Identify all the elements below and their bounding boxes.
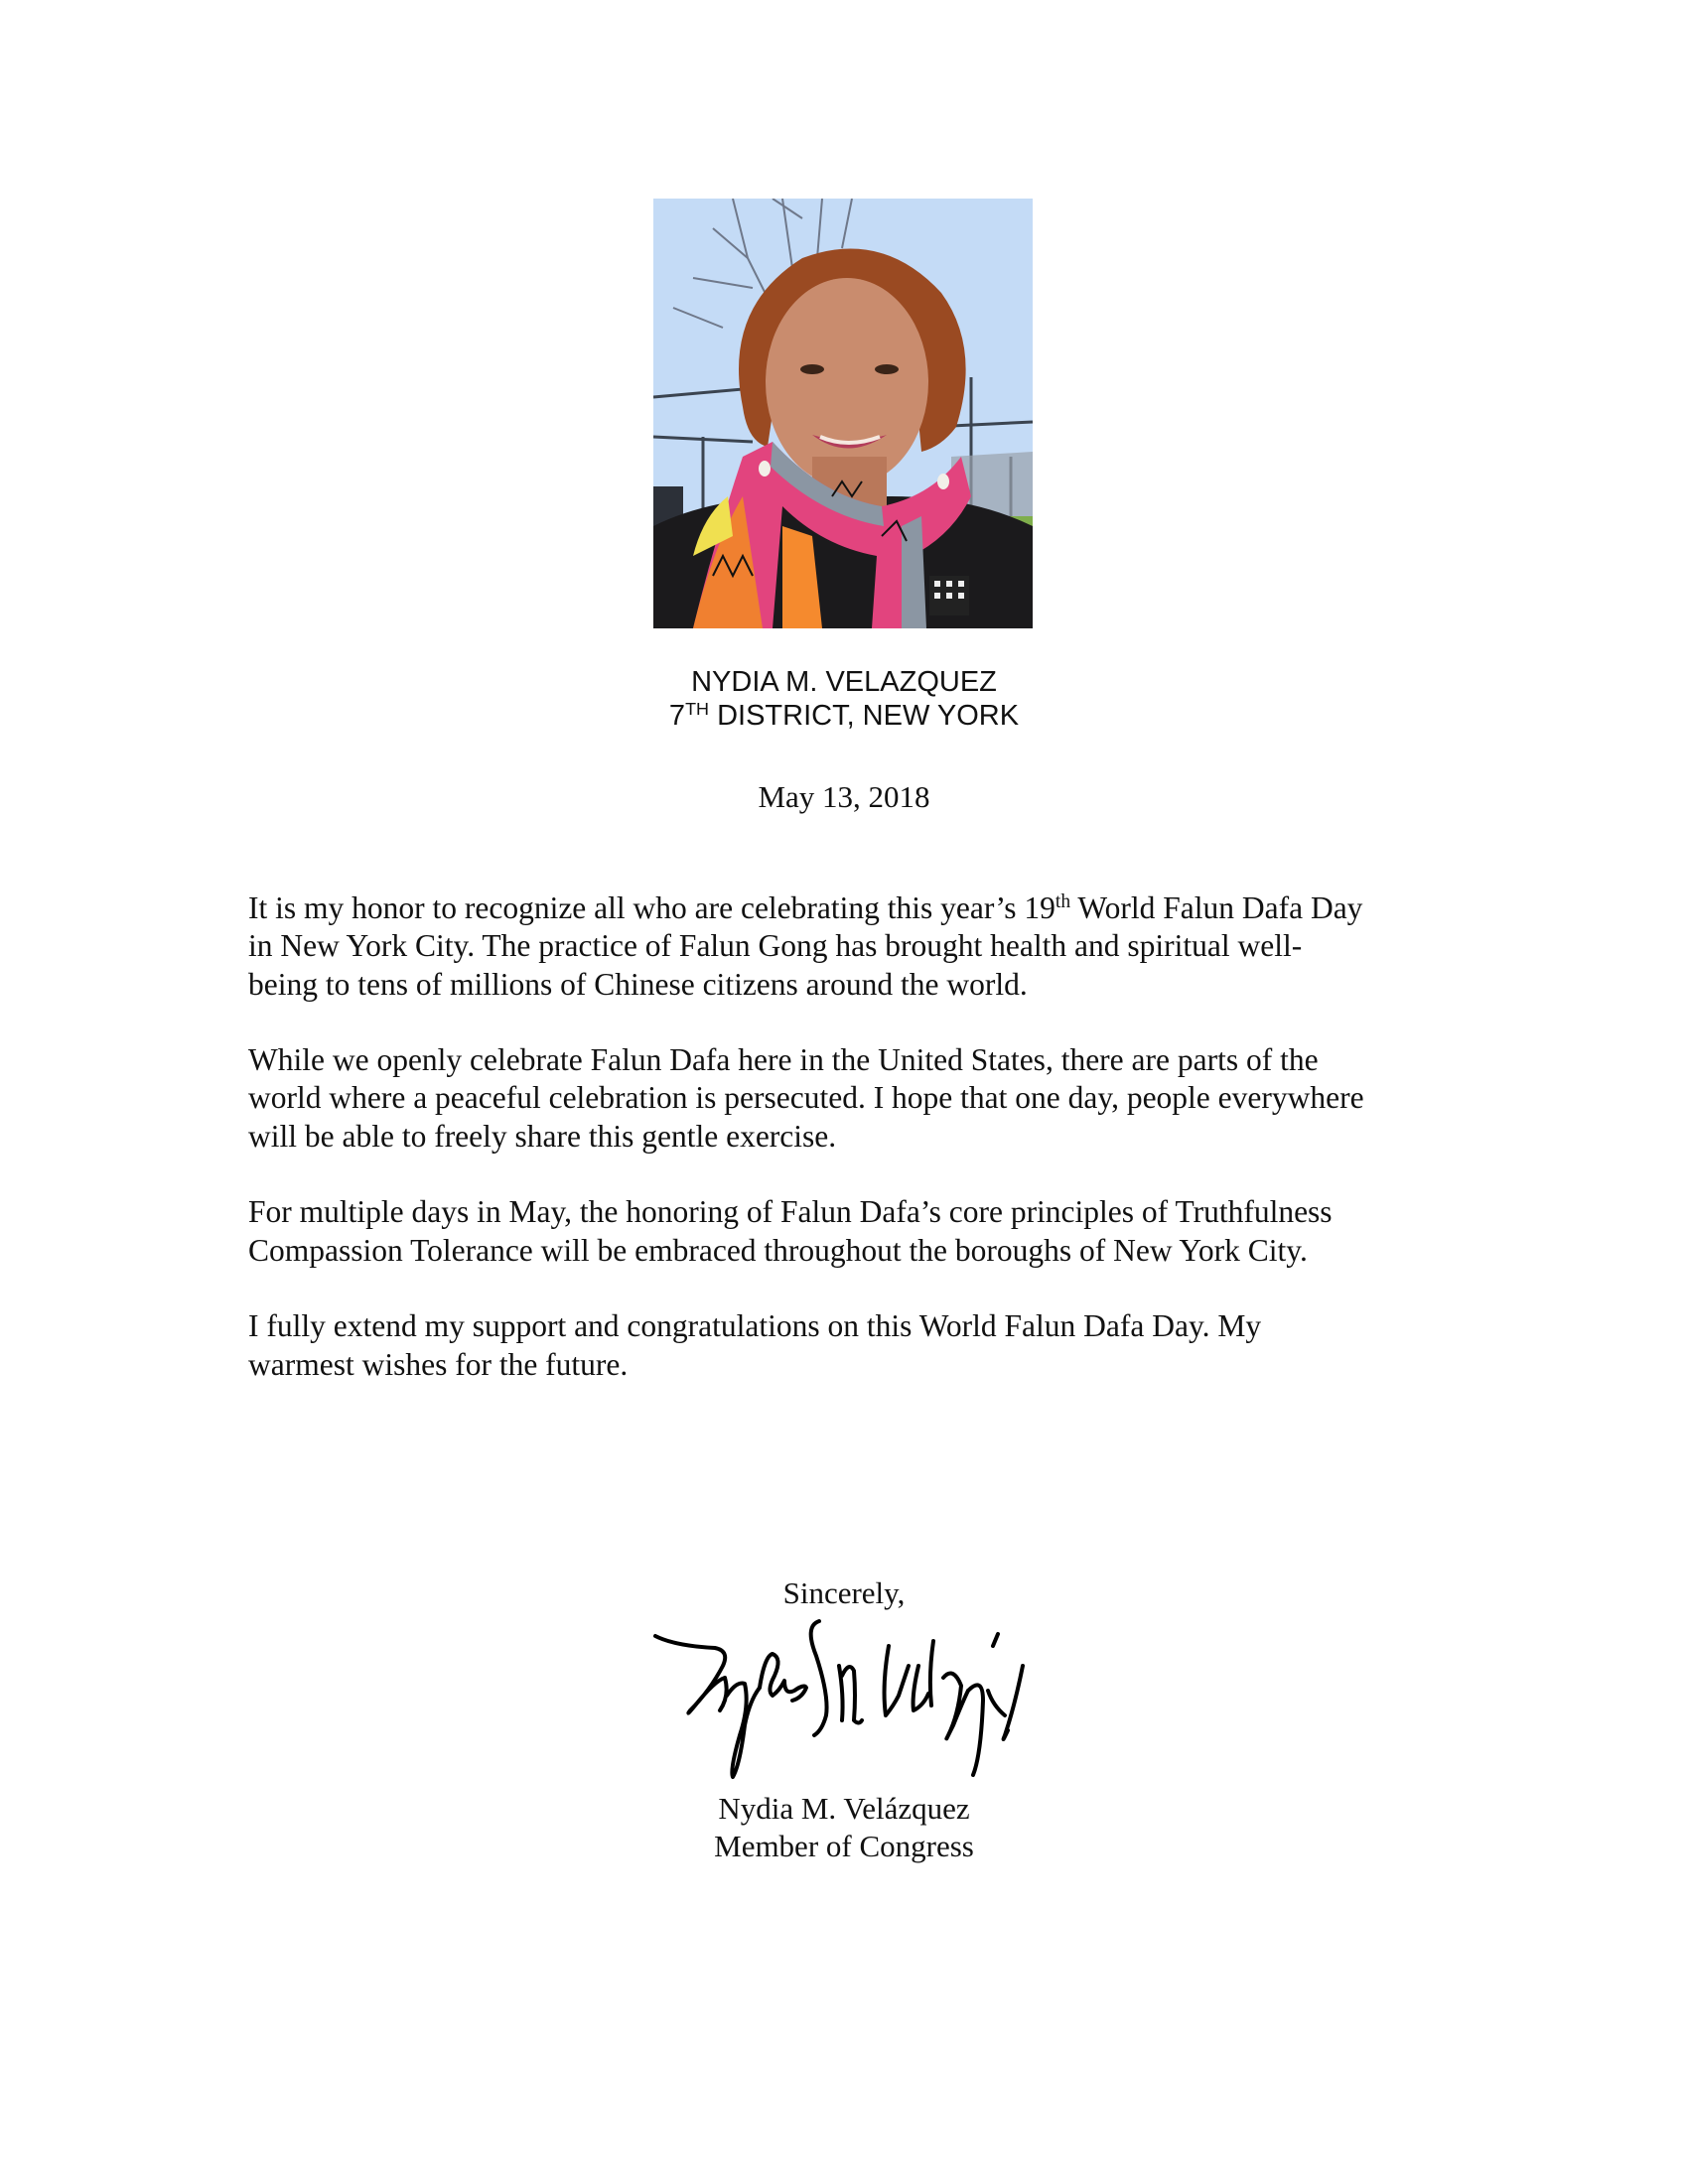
letter-body bbox=[248, 889, 1440, 1422]
letter-date: May 13, 2018 bbox=[758, 779, 930, 814]
body-line: being to tens of millions of Chinese citizens around the world. bbox=[248, 966, 1028, 1002]
body-paragraph bbox=[248, 1307, 1440, 1384]
district-number: 7 bbox=[668, 700, 686, 732]
body-text: World Falun Dafa Day bbox=[1070, 890, 1363, 925]
body-line: warmest wishes for the future. bbox=[248, 1346, 629, 1382]
body-text: It is my honor to recognize all who are celebrating this year’s 19 bbox=[248, 890, 1055, 925]
portrait-photo-icon bbox=[653, 199, 1033, 628]
signer-title: Member of Congress bbox=[714, 1829, 974, 1863]
handwritten-signature-icon bbox=[645, 1606, 1043, 1795]
district-heading bbox=[0, 699, 1688, 733]
body-paragraph bbox=[248, 1193, 1440, 1270]
body-paragraph bbox=[248, 1041, 1440, 1156]
closing-salutation: Sincerely, bbox=[782, 1575, 906, 1610]
body-paragraph bbox=[248, 889, 1440, 1004]
body-line: world where a peaceful celebration is persecuted. I hope that one day, people everywhere bbox=[248, 1080, 1364, 1116]
body-line: will be able to freely share this gentle exercise. bbox=[248, 1118, 837, 1154]
district-text: DISTRICT, NEW YORK bbox=[709, 700, 1020, 732]
ordinal-suffix: th bbox=[1055, 891, 1071, 913]
signer-name: Nydia M. Velázquez bbox=[718, 1791, 970, 1826]
portrait-photo bbox=[653, 199, 1033, 628]
body-line: in New York City. The practice of Falun Gong has brought health and spiritual well- bbox=[248, 928, 1303, 964]
district-ordinal-suffix: TH bbox=[685, 699, 710, 720]
body-line: For multiple days in May, the honoring of Falun Dafa’s core principles of Truthfulness bbox=[248, 1194, 1333, 1230]
body-line: Compassion Tolerance will be embraced throughout the boroughs of New York City. bbox=[248, 1232, 1308, 1268]
body-line: I fully extend my support and congratulations on this World Falun Dafa Day. My bbox=[248, 1308, 1262, 1344]
body-line bbox=[248, 889, 1440, 927]
body-line: While we openly celebrate Falun Dafa here in the United States, there are parts of the bbox=[248, 1042, 1319, 1078]
representative-name-heading: NYDIA M. VELAZQUEZ bbox=[691, 666, 997, 698]
